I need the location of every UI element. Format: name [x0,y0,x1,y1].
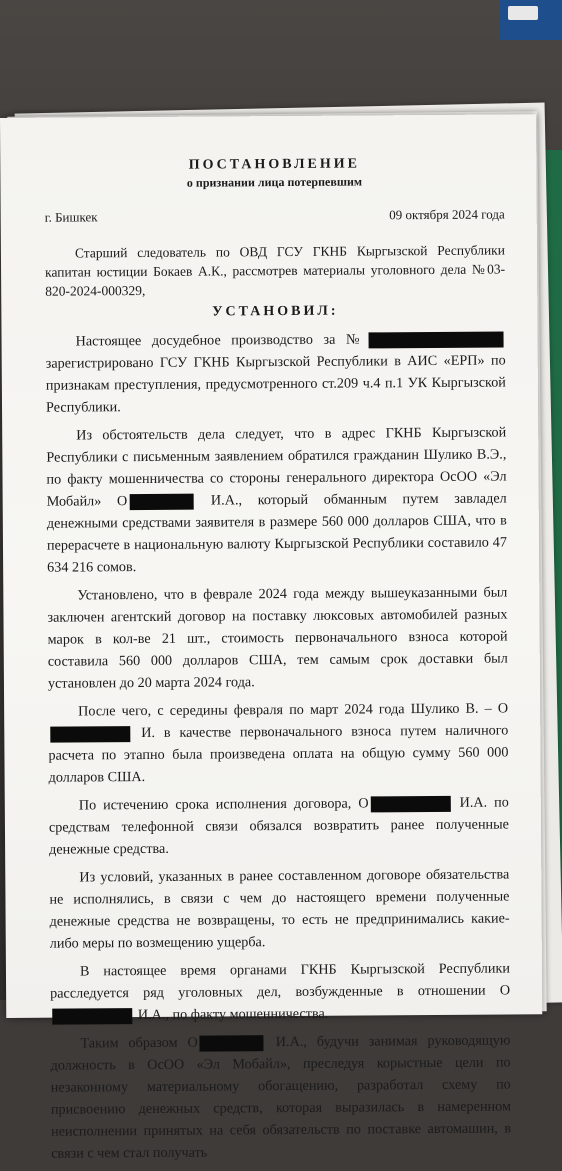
redaction-box [369,331,504,348]
paragraph-8 [50,1029,511,1164]
place-date-row [45,206,505,225]
document-subtitle: о признании лица потерпевшим [186,174,363,190]
paragraph-5-part-b: И.А. по средствам телефонной связи обязался возвратить ранее полученные денежные средства. [48,794,510,858]
paragraph-5 [49,791,509,860]
section-heading: УСТАНОВИЛ: [212,303,339,320]
redaction-box [129,493,193,509]
redaction-box [52,1008,132,1025]
document-page [0,114,542,1162]
document-place: г. Бишкек [44,209,98,225]
paragraph-7-part-a: В настоящее время органами ГКНБ Кыргызской Республики расследуется ряд уголовных дел, возбужденные в отношении О [50,960,511,1002]
document-title: ПОСТАНОВЛЕНИЕ [188,156,361,173]
intro-paragraph: Старший следователь по ОВД ГСУ ГКНБ Кыргызской Республики капитан юстиции Бокаев А.К., рассмотрев материалы уголовного дела №03-820-2024-000329, [45,242,506,299]
paragraph-2 [46,421,507,578]
paragraph-1-part-b: зарегистрировано ГСУ ГКНБ Кыргызской Республики в АИС «ЕРП» по признакам преступления, предусмотренного ст.209 ч.4 п.1 УК Кыргызской Республики. [45,352,506,416]
paragraph-2-part-a: Из обстоятельств дела следует, что в адрес ГКНБ Кыргызской Республики с письменным заявлением обратился гражданин Шулико В.Э., по факту мошенничества со стороны генерального директора ОсОО «Эл Мобайл» О [46,424,507,510]
paragraph-3: Установлено, что в феврале 2024 года между вышеуказанными был заключен агентский договор на поставку люксовых автомобилей разных марок в кол-ве 21 шт., стоимость первоначального взноса которой составила 560 000 долларов США, тем самым срок доставки был установлен до 20 марта 2024 года. [47,584,508,692]
paragraph-8-part-a: Таким образом О [80,1034,198,1052]
paragraph-4 [48,697,509,788]
paragraph-6: Из условий, указанных в ранее составленном договоре обязательства не исполнялись, в связи с чем до настоящего времени полученные денежные средства не возвращены, то есть не предпринимались какие-либо меры по возмещению ущерба. [49,866,510,952]
document-content [44,154,511,1170]
redaction-box [371,796,451,813]
paragraph-4-part-b: И. в качестве первоначального взноса путем наличного расчета по этапно была произведена оплата на общую сумму 560 000 долларов США. [48,722,509,786]
paragraph-7-part-b: И.А., по факту мошенничества. [137,1005,329,1024]
redaction-box [50,726,130,743]
paragraph-4-part-a: После чего, с середины февраля по март 2024 года Шулико В. – О [78,700,509,720]
paragraph-8-part-b: И.А., будучи занимая руководящую должность в ОсОО «Эл Мобайл», преследуя корыстные цели по незаконному материальному обогащению, разработал схему по присвоению денежных средств, которая выразилась в намеренном неисполнении принятых на себя обязательств по поставке автомашин, в связи с чем стал получать [50,1032,512,1162]
paragraph-1 [45,327,506,418]
paragraph-5-part-a: По истечению срока исполнения договора, О [78,795,369,814]
folder-label [508,6,538,20]
redaction-box [200,1035,264,1051]
paragraph-1-part-a: Настоящее досудебное производство за № [75,331,367,350]
blue-folder [500,0,562,40]
paragraph-7 [50,957,510,1026]
paragraph-2-part-b: И.А., который обманным путем завладел денежными средствами заявителя в размере 560 000 долларов США, что в перерасчете в национальную валюту Кыргызской Республики составило 47 634 216 сомов. [46,490,508,576]
document-date: 09 октября 2024 года [389,206,505,223]
